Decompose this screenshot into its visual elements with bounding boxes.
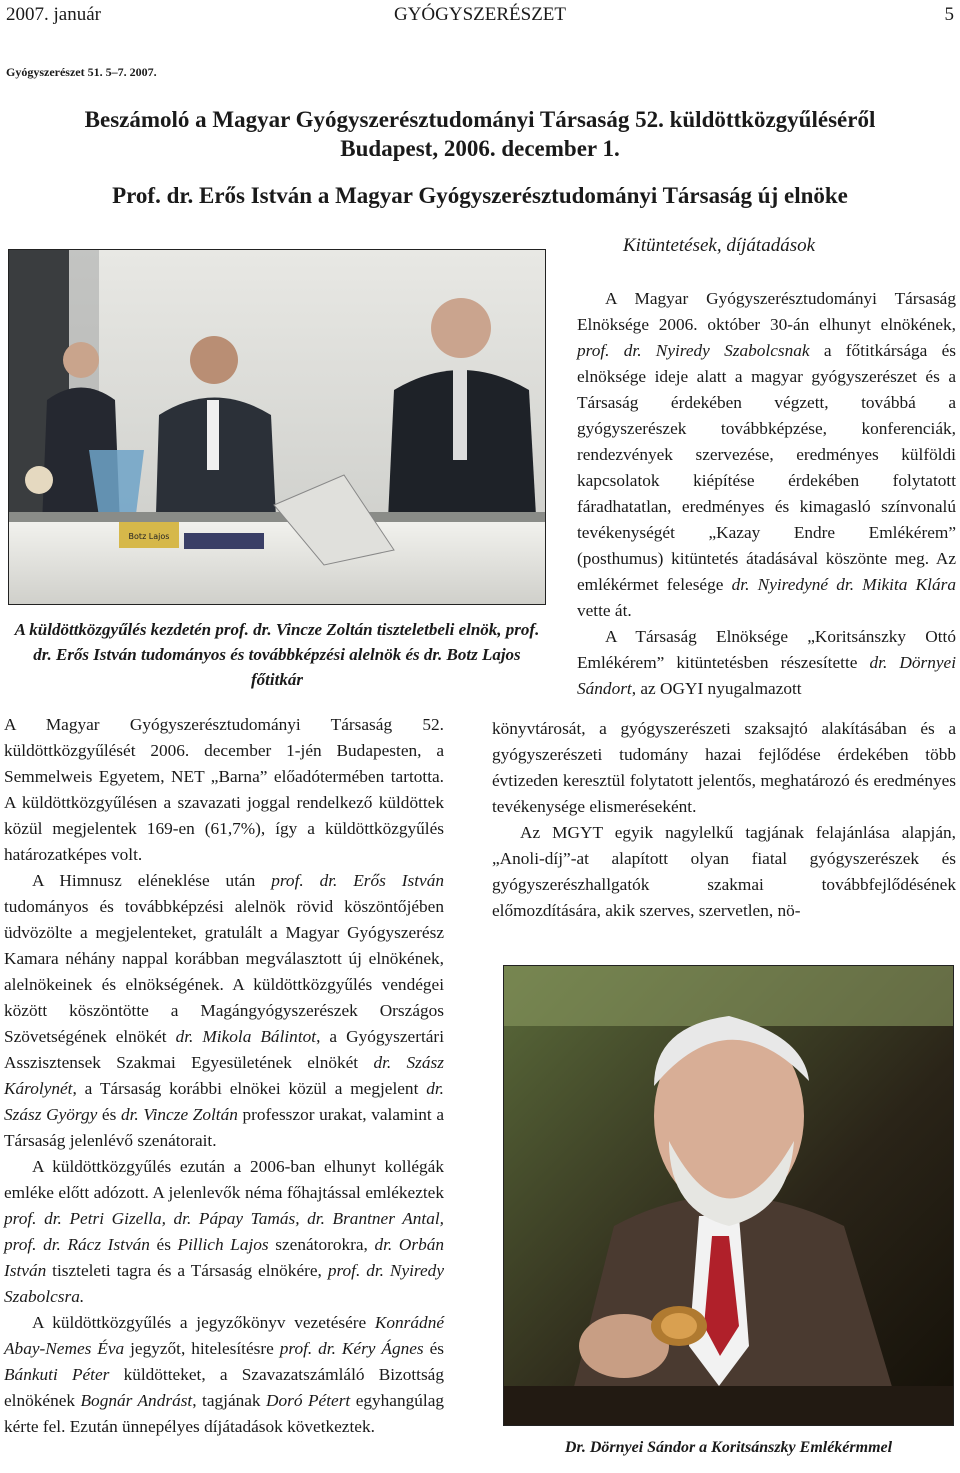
text-run: vette át. (577, 601, 632, 620)
header-journal: GYÓGYSZERÉSZET (393, 4, 567, 25)
text-run: jegyzőt, hitelesítésre (124, 1339, 280, 1358)
paragraph (577, 286, 956, 624)
nameplate-text: Botz Lajos (128, 532, 170, 541)
text-run: A Himnusz eléneklése után (32, 871, 272, 890)
page-number: 5 (944, 4, 954, 25)
text-run: szenátorokra, (268, 1235, 375, 1254)
text-run: egyhangúlag kérte fel. Ezután ünnepélyes díjátadások következtek. (4, 1391, 445, 1436)
person-name: dr. Szász Károlynét (4, 1053, 444, 1098)
person-name: Doró Pétert (266, 1391, 351, 1410)
person-name: dr. Szász György (4, 1079, 444, 1124)
running-header (6, 4, 954, 28)
paragraph (4, 712, 444, 868)
citation: Gyógyszerészet 51. 5–7. 2007. (6, 65, 157, 79)
right-column-top (577, 286, 956, 702)
text-run: és (423, 1339, 444, 1358)
text-run: a főtitkársága és elnöksége ideje alatt a magyar gyógyszerészet és a Társaság érdekében végzett, továbbá a gyógyszerészek továbbképzése, konferenciák, rendezvények szervezése, eredményes külföldi kapcsolatok kiépítése érdekében folytatott fáradhatatlan, eredményes és kimagasló színvonalú tevékenységét „Kazay Endre Emlékérem” (posthumus) kitüntetés átadásával köszönte meg. Az emlékérmet felesége (577, 341, 956, 594)
person-name: dr. Dörnyei Sándort (577, 653, 957, 698)
paragraph (4, 1154, 444, 1310)
person-name: prof. dr. Nyiredy Szabolcsnak (577, 341, 810, 360)
article-title: Beszámoló a Magyar Gyógyszerésztudományi Társaság 52. küldöttközgyűléséről (84, 107, 876, 132)
right-column-bottom (492, 716, 956, 924)
text-run: tudományos és továbbképzési alelnök rövid köszöntőjében üdvözölte a megjelenteket, gratulált a Magyar Gyógyszerész Kamara néhány nappal korábban megválasztott új elnökének, alelnökeinek és elnökségének. A küldöttközgyűlés vendégei között köszöntötte a Magángyógyszerészek Országos Szövetségének elnökét (4, 897, 444, 1046)
header-date: 2007. január (6, 4, 101, 25)
text-run: A Magyar Gyógyszerésztudományi Társaság 52. küldöttközgyűlését 2006. december 1-jén Budapesten, a Semmelweis Egyetem, NET „Barna” előadótermében tartotta. A küldöttközgyűlésen a szavazati joggal rendelkező küldöttek közül megjelentek 169-en (61,7%), így a küldöttközgyűlés határozatképes volt. (4, 715, 444, 864)
person-name: prof. dr. Erős István (271, 871, 445, 890)
section-heading: Kitüntetések, díjátadások (622, 235, 816, 256)
paragraph (4, 868, 444, 1154)
text-run: , a Gyógyszertári Asszisztensek Szakmai Egyesületének elnökét (4, 1027, 444, 1072)
person-name: dr. Vincze Zoltán (120, 1105, 238, 1124)
photo-award-recipient (503, 965, 954, 1426)
paragraph (4, 1310, 444, 1440)
text-run: A küldöttközgyűlés a jegyzőkönyv vezetésére (32, 1313, 375, 1332)
paragraph: könyvtárosát, a gyógyszerészeti szaksajtó alakításában és a gyógyszerészeti tudomány hazai fejlődése érdekében több évtizeden keresztül folytatott jelentős, meghatározó és eredményes tevékenysége elismeréseként. (492, 719, 956, 816)
left-column (4, 712, 444, 1440)
text-run: A küldöttközgyűlés ezután a 2006-ban elhunyt kollégák emléke előtt adózott. A jelenlevők néma főhajtással emlékeztek (4, 1157, 444, 1202)
article-title-place-date: Budapest, 2006. december 1. (340, 136, 620, 161)
photo-officials-standing (8, 249, 546, 605)
photo1-caption: A küldöttközgyűlés kezdetén prof. dr. Vincze Zoltán tiszteletbeli elnök, prof. dr. Erős István tudományos és továbbképzési alelnök és dr. Botz Lajos főtitkár (14, 620, 540, 689)
text-run: A Magyar Gyógyszerésztudományi Társaság Elnöksége 2006. október 30-án elhunyt elnökének, (577, 289, 956, 334)
person-name: dr. Mikola Bálintot (175, 1027, 317, 1046)
person-name: prof. dr. Kéry Ágnes (279, 1339, 424, 1358)
person-name: dr. Nyiredyné dr. Mikita Klára (731, 575, 956, 594)
text-run: , az OGYI nyugalmazott (631, 679, 802, 698)
text-run: és (97, 1105, 121, 1124)
person-name: prof. dr. Nyiredy Szabolcsra. (4, 1261, 444, 1306)
article-subtitle: Prof. dr. Erős István a Magyar Gyógyszerésztudományi Társaság új elnöke (112, 183, 848, 208)
person-name: Bánkuti Péter (4, 1365, 110, 1384)
person-name: Pillich Lajos (177, 1235, 269, 1254)
text-run: professzor urakat, valamint a Társaság jelenlévő szenátorait. (4, 1105, 444, 1150)
photo2-caption: Dr. Dörnyei Sándor a Koritsánszky Emlékérmmel (564, 1439, 893, 1456)
paragraph (577, 624, 956, 702)
text-run: , tagjának (192, 1391, 267, 1410)
text-run: és (149, 1235, 178, 1254)
text-run: , a Társaság korábbi elnökei közül a megjelent (72, 1079, 427, 1098)
text-run: tiszteleti tagra és a Társaság elnökére, (46, 1261, 328, 1280)
person-name: dr. Orbán István (4, 1235, 444, 1280)
text-run: A Társaság Elnöksége „Koritsánszky Ottó Emlékérem” kitüntetésben részesítette (577, 627, 956, 672)
person-name: Bognár Andrást (80, 1391, 193, 1410)
text-run: küldötteket, a Szavazatszámláló Bizottság elnökének (4, 1365, 444, 1410)
paragraph: Az MGYT egyik nagylelkű tagjának felajánlása alapján, „Anoli-díj”-at alapított olyan fiatal gyógyszerészek és gyógyszerészhallgatók szakmai továbbfejlődésének előmozdítására, akik szerves, szervetlen, nö- (492, 823, 956, 920)
person-name: prof. dr. Petri Gizella, dr. Pápay Tamás, dr. Brantner Antal, prof. dr. Rácz István (4, 1209, 444, 1254)
person-name: Konrádné Abay-Nemes Éva (4, 1313, 444, 1358)
